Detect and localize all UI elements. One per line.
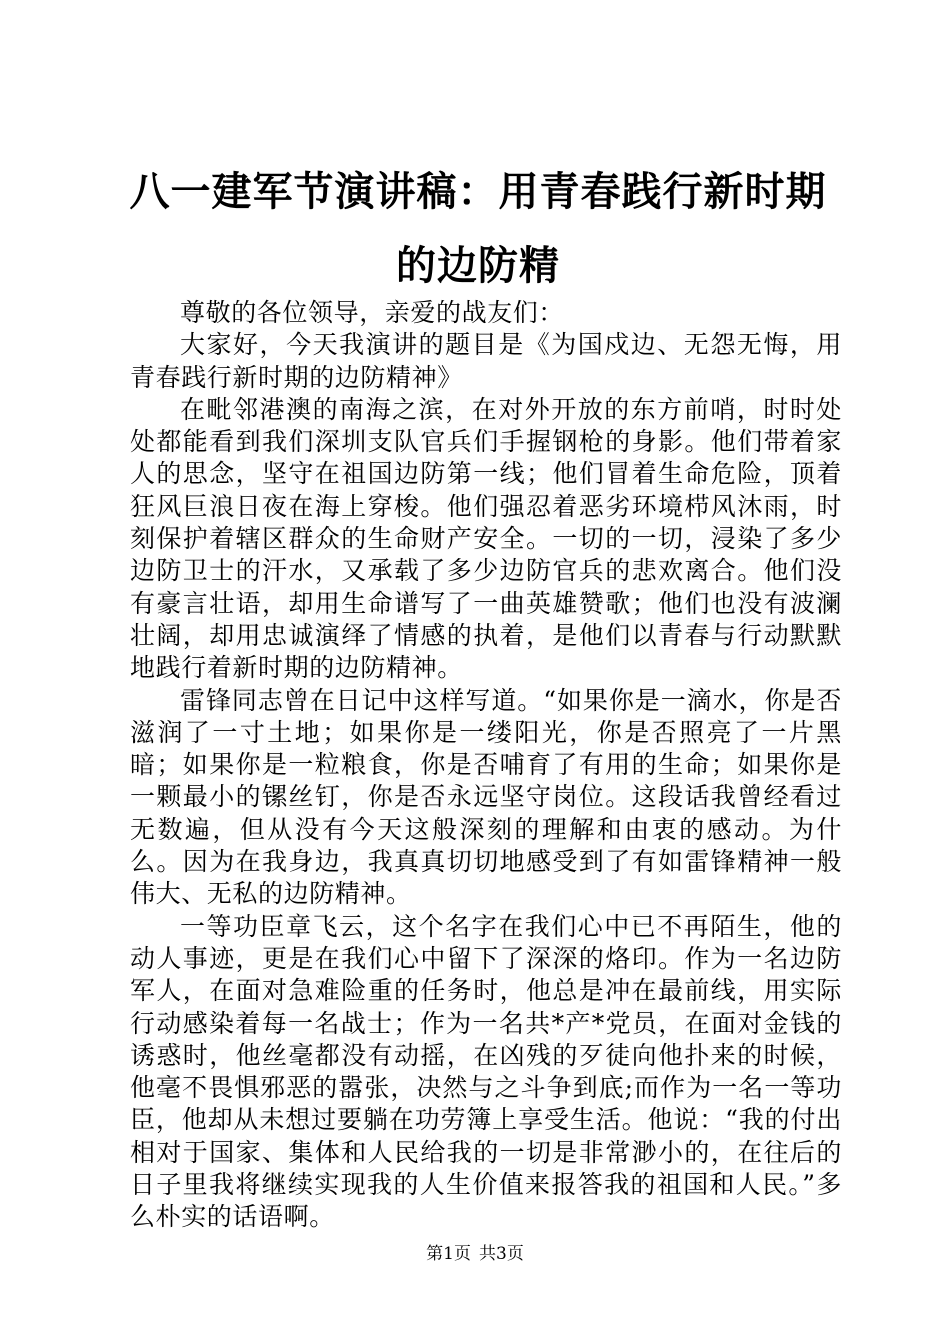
page-number-total: 共3页 xyxy=(479,1244,524,1264)
document-body xyxy=(130,297,842,1234)
page-number-current: 第1页 xyxy=(426,1244,471,1264)
document-title: 八一建军节演讲稿：用青春践行新时期的边防精 xyxy=(129,168,827,289)
page-footer xyxy=(0,1243,950,1265)
paragraph-greeting: 大家好，今天我演讲的题目是《为国戍边、无怨无悔，用青春践行新时期的边防精神》 xyxy=(130,330,842,392)
paragraph-salutation: 尊敬的各位领导，亲爱的战友们： xyxy=(180,298,565,327)
paragraph-zhang-feiyun: 一等功臣章飞云，这个名字在我们心中已不再陌生，他的动人事迹，更是在我们心中留下了深深的烙印。作为一名边防军人，在面对急难险重的任务时，他总是冲在最前线，用实际行动感染着每一名战士；作为一名共*产*党员，在面对金钱的诱惑时，他丝毫都没有动摇，在凶残的歹徒向他扑来的时候，他毫不畏惧邪恶的嚣张，决然与之斗争到底;而作为一名一等功臣，他却从未想过要躺在功劳簿上享受生活。他说：“我的付出相对于国家、集体和人民给我的一切是非常渺小的，在往后的日子里我将继续实现我的人生价值来报答我的祖国和人民。”多么朴实的话语啊。 xyxy=(130,911,842,1232)
paragraph-lei-feng: 雷锋同志曾在日记中这样写道。“如果你是一滴水，你是否滋润了一寸土地；如果你是一缕阳光，你是否照亮了一片黑暗；如果你是一粒粮食，你是否哺育了有用的生命；如果你是一颗最小的镙丝钉，你是否永远坚守岗位。这段话我曾经看过无数遍，但从没有今天这般深刻的理解和由衷的感动。为什么。因为在我身边，我真真切切地感受到了有如雷锋精神一般伟大、无私的边防精神。 xyxy=(130,685,842,909)
paragraph-border-soldiers: 在毗邻港澳的南海之滨，在对外开放的东方前哨，时时处处都能看到我们深圳支队官兵们手握钢枪的身影。他们带着家人的思念，坚守在祖国边防第一线；他们冒着生命危险，顶着狂风巨浪日夜在海上穿梭。他们强忍着恶劣环境栉风沐雨，时刻保护着辖区群众的生命财产安全。一切的一切，浸染了多少边防卫士的汗水，又承载了多少边防官兵的悲欢离合。他们没有豪言壮语，却用生命谱写了一曲英雄赞歌；他们也没有波澜壮阔，却用忠诚演绎了情感的执着，是他们以青春与行动默默地践行着新时期的边防精神。 xyxy=(130,394,842,683)
